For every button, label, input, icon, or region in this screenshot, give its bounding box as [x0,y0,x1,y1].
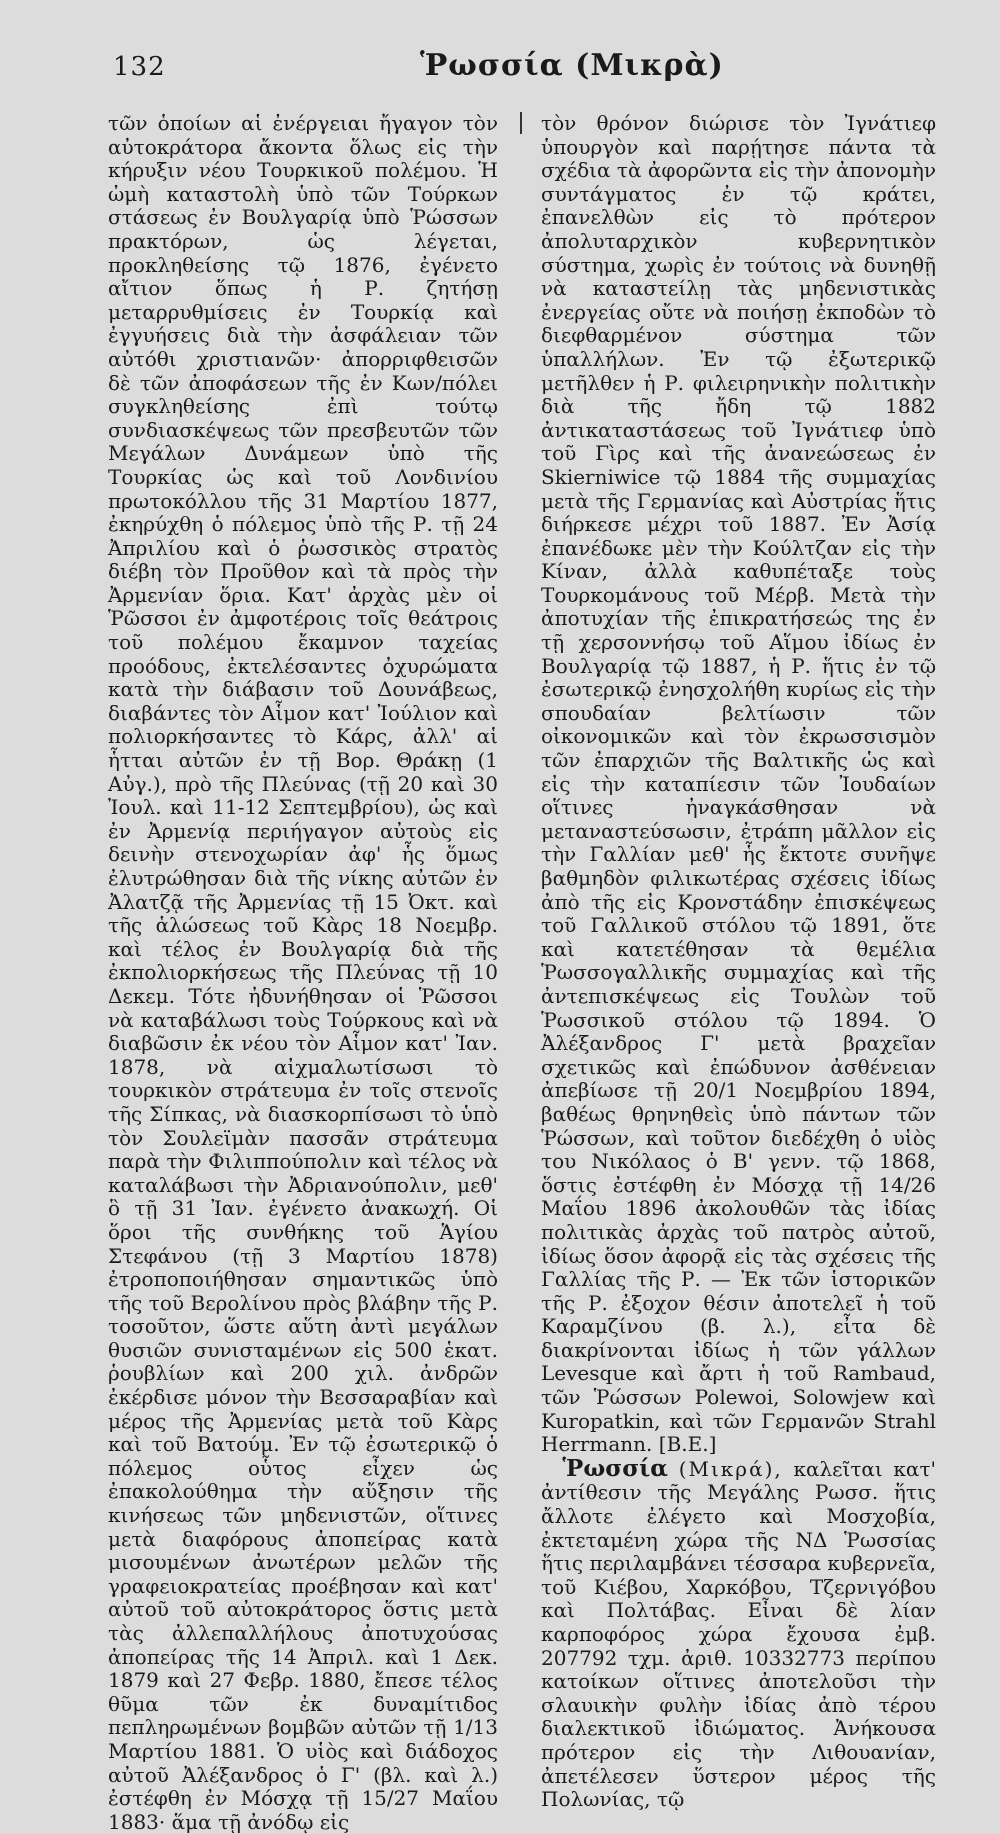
entry-paragraph [541,1454,937,1812]
page-header [0,48,1000,98]
running-head: Ῥωσσία (Μικρὰ) [420,48,724,83]
column-divider [520,112,522,134]
entry-subtitle: (Μικρά), [678,1456,783,1481]
entry-text: καλεῖται κατ' ἀντίθεσιν τῆς Μεγάλης Ρωσσ. ἥτις ἄλλοτε ἐλέγετο καὶ Μοσχοβία, ἐκτεταμένη χώρα τῆς ΝΔ Ῥωσσίας ἥτις περιλαμβάνει τέσσαρα κυβερνεῖα, τοῦ Κιέβου, Χαρκόβου, Τζερνιγόβου καὶ Πολτάβας. Εἶναι δὲ λίαν καρποφόρος χώρα ἔχουσα ἐμβ. 207792 τχμ. ἀριθ. 10332773 περίπου κατοίκων οἵτινες ἀποτελοῦσι τὴν σλαυικὴν φυλὴν ἰδίας ἀπὸ τέρου διαλεκτικοῦ ἰδιώματος. Ἀνήκουσα πρότερον εἰς τὴν Λιθουανίαν, ἀπετέλεσεν ὕστερον μέρος τῆς Πολωνίας, τῷ [541,1456,937,1812]
right-column [541,111,937,1812]
left-column [108,111,498,1834]
left-column-text: τῶν ὁποίων αἱ ἐνέργειαι ἤγαγον τὸν αὐτοκράτορα ἄκοντα ὅλως εἰς τὴν κήρυξιν νέου Τουρκικοῦ πολέμου. Ἡ ὠμὴ καταστολὴ ὑπὸ τῶν Τούρκων στάσεως ἐν Βουλγαρίᾳ ὑπὸ Ῥώσσων πρακτόρων, ὡς λέγεται, προκληθείσης τῷ 1876, ἐγένετο αἴτιον ὅπως ἡ Ρ. ζητήσῃ μεταρρυθμίσεις ἐν Τουρκίᾳ καὶ ἐγγυήσεις διὰ τὴν ἀσφάλειαν τῶν αὐτόθι χριστιανῶν· ἀπορριφθεισῶν δὲ τῶν ἀποφάσεων τῆς ἐν Κων/πόλει συγκληθείσης ἐπὶ τούτῳ συνδιασκέψεως τῶν πρεσβευτῶν τῶν Μεγάλων Δυνάμεων ὑπὸ τῆς Τουρκίας ὡς καὶ τοῦ Λονδινίου πρωτοκόλλου τῆς 31 Μαρτίου 1877, ἐκηρύχθη ὁ πόλεμος ὑπὸ τῆς Ρ. τῇ 24 Ἀπριλίου καὶ ὁ ῥωσσικὸς στρατὸς διέβη τὸν Προῦθον καὶ τὰ πρὸς τὴν Ἀρμενίαν ὅρια. Κατ' ἀρχὰς μὲν οἱ Ῥῶσσοι ἐν ἀμφοτέροις τοῖς θεάτροις τοῦ πολέμου ἔκαμνον ταχείας προόδους, ἐκτελέσαντες ὀχυρώματα κατὰ τὴν διάβασιν τοῦ Δουνάβεως, διαβάντες τὸν Αἷμον κατ' Ἰούλιον καὶ πολιορκήσαντες τὸ Κάρς, ἀλλ' αἱ ἧτται αὐτῶν ἐν τῇ Βορ. Θράκῃ (1 Αὐγ.), πρὸ τῆς Πλεύνας (τῇ 20 καὶ 30 Ἰουλ. καὶ 11-12 Σεπτεμβρίου), ὡς καὶ ἐν Ἀρμενίᾳ περιήγαγον αὐτοὺς εἰς δεινὴν στενοχωρίαν ἀφ' ἧς ὅμως ἐλυτρώθησαν διὰ τῆς νίκης αὐτῶν ἐν Ἀλατζᾷ τῆς Ἀρμενίας τῇ 15 Ὀκτ. καὶ τῆς ἁλώσεως τοῦ Κὰρς 18 Νοεμβρ. καὶ τέλος ἐν Βουλγαρίᾳ διὰ τῆς ἐκπολιορκήσεως τῆς Πλεύνας τῇ 10 Δεκεμ. Τότε ἠδυνήθησαν οἱ Ῥῶσσοι νὰ καταβάλωσι τοὺς Τούρκους καὶ νὰ διαβῶσιν ἐκ νέου τὸν Αἷμον κατ' Ἰαν. 1878, νὰ αἰχμαλωτίσωσι τὸ τουρκικὸν στράτευμα ἐν τοῖς στενοῖς τῆς Σίπκας, νὰ διασκορπίσωσι τὸ ὑπὸ τὸν Σουλεϊμὰν πασσᾶν στράτευμα παρὰ τὴν Φιλιππούπολιν καὶ τέλος νὰ καταλάβωσι τὴν Ἀδριανούπολιν, μεθ' ὃ τῇ 31 Ἰαν. ἐγένετο ἀνακωχή. Οἱ ὅροι τῆς συνθήκης τοῦ Ἁγίου Στεφάνου (τῇ 3 Μαρτίου 1878) ἐτροποποιήθησαν σημαντικῶς ὑπὸ τῆς τοῦ Βερολίνου πρὸς βλάβην τῆς Ρ. τοσοῦτον, ὥστε αὕτη ἀντὶ μεγάλων θυσιῶν συνισταμένων εἰς 500 ἑκατ. ῥουβλίων καὶ 200 χιλ. ἀνδρῶν ἐκέρδισε μόνον τὴν Βεσσαραβίαν καὶ μέρος τῆς Ἀρμενίας μετὰ τοῦ Κὰρς καὶ τοῦ Βατούμ. Ἐν τῷ ἐσωτερικῷ ὁ πόλεμος οὗτος εἶχεν ὡς ἐπακολούθημα τὴν αὔξησιν τῆς κινήσεως τῶν μηδενιστῶν, οἵτινες μετὰ διαφόρους ἀποπείρας κατὰ μισουμένων ἀνωτέρων μελῶν τῆς γραφειοκρατείας προέβησαν καὶ κατ' αὐτοῦ τοῦ αὐτοκράτορος ὅστις μετὰ τὰς ἀλλεπαλλήλους ἀποτυχούσας ἀποπείρας τῆς 14 Ἀπριλ. καὶ 1 Δεκ. 1879 καὶ 27 Φεβρ. 1880, ἔπεσε τέλος θῦμα τῶν ἐκ δυναμίτιδος πεπληρωμένων βομβῶν αὐτῶν τῇ 1/13 Μαρτίου 1881. Ὁ υἱὸς καὶ διάδοχος αὐτοῦ Ἀλέξανδρος ὁ Γ' (βλ. καὶ λ.) ἐστέφθη ἐν Μόσχᾳ τῇ 15/27 Μαΐου 1883· ἅμα τῇ ἀνόδῳ εἰς [108,111,498,1834]
entry-title: Ῥωσσία [562,1454,668,1482]
right-column-text: τὸν θρόνον διώρισε τὸν Ἰγνάτιεφ ὑπουργὸν καὶ παρῄτησε πάντα τὰ σχέδια τὰ ἀφορῶντα εἰς τὴν ἀπονομὴν συντάγματος ἐν τῷ κράτει, ἐπανελθὼν εἰς τὸ πρότερον ἀπολυταρχικὸν κυβερνητικὸν σύστημα, χωρὶς ἐν τούτοις νὰ δυνηθῇ νὰ καταστείλῃ τὰς μηδενιστικὰς ἐνεργείας οὔτε νὰ ποιήσῃ ἐκποδὼν τὸ διεφθαρμένον σύστημα τῶν ὑπαλλήλων. Ἐν τῷ ἐξωτερικῷ μετῆλθεν ἡ Ρ. φιλειρηνικὴν πολιτικὴν διὰ τῆς ἤδη τῷ 1882 ἀντικαταστάσεως τοῦ Ἰγνάτιεφ ὑπὸ τοῦ Γὶρς καὶ τῆς ἀνανεώσεως ἐν Skierniwice τῷ 1884 τῆς συμμαχίας μετὰ τῆς Γερμανίας καὶ Αὐστρίας ἥτις διήρκεσε μέχρι τοῦ 1887. Ἐν Ἀσίᾳ ἐπανέδωκε μὲν τὴν Κούλτζαν εἰς τὴν Κίναν, ἀλλὰ καθυπέταξε τοὺς Τουρκομάνους τοῦ Μέρβ. Μετὰ τὴν ἀποτυχίαν τῆς ἐπικρατήσεώς της ἐν τῇ χερσοννήσῳ τοῦ Αἵμου ἰδίως ἐν Βουλγαρίᾳ τῷ 1887, ἡ Ρ. ἥτις ἐν τῷ ἐσωτερικῷ ἐνησχολήθη κυρίως εἰς τὴν σπουδαίαν βελτίωσιν τῶν οἰκονομικῶν καὶ τὸν ἐκρωσσισμὸν τῶν ἐπαρχιῶν τῆς Βαλτικῆς ὡς καὶ εἰς τὴν καταπίεσιν τῶν Ἰουδαίων οἵτινες ἠναγκάσθησαν νὰ μεταναστεύσωσιν, ἐτράπη μᾶλλον εἰς τὴν Γαλλίαν μεθ' ἧς ἔκτοτε συνῆψε βαθμηδὸν φιλικωτέρας σχέσεις ἰδίως ἀπὸ τῆς εἰς Κρονστάδην ἐπισκέψεως τοῦ Γαλλικοῦ στόλου τῷ 1891, ὅτε καὶ κατετέθησαν τὰ θεμέλια Ῥωσσογαλλικῆς συμμαχίας καὶ τῆς ἀντεπισκέψεως εἰς Τουλὼν τοῦ Ῥωσσικοῦ στόλου τῷ 1894. Ὁ Ἀλέξανδρος Γ' μετὰ βραχεῖαν σχετικῶς καὶ ἐπώδυνον ἀσθένειαν ἀπεβίωσε τῇ 20/1 Νοεμβρίου 1894, βαθέως θρηνηθεὶς ὑπὸ πάντων τῶν Ῥώσσων, καὶ τοῦτον διεδέχθη ὁ υἱὸς του Νικόλαος ὁ Β' γενν. τῷ 1868, ὅστις ἐστέφθη ἐν Μόσχᾳ τῇ 14/26 Μαΐου 1896 ἀκολουθῶν τὰς ἰδίας πολιτικὰς ἀρχὰς τοῦ πατρὸς αὐτοῦ, ἰδίως ὅσον ἀφορᾷ εἰς τὰς σχέσεις τῆς Γαλλίας τῆς Ρ. — Ἐκ τῶν ἱστορικῶν τῆς Ρ. ἐξοχον θέσιν ἀποτελεῖ ἡ τοῦ Καραμζίνου (β. λ.), εἶτα δὲ διακρίνονται ἰδίως ἡ τῶν γάλλων Levesque καὶ ἄρτι ἡ τοῦ Rambaud, τῶν Ῥώσσων Polewoi, Solowjew καὶ Kuropatkin, καὶ τῶν Γερμανῶν Strahl Herrmann. [Β.Ε.] [541,111,936,1457]
page-number: 132 [113,52,166,82]
